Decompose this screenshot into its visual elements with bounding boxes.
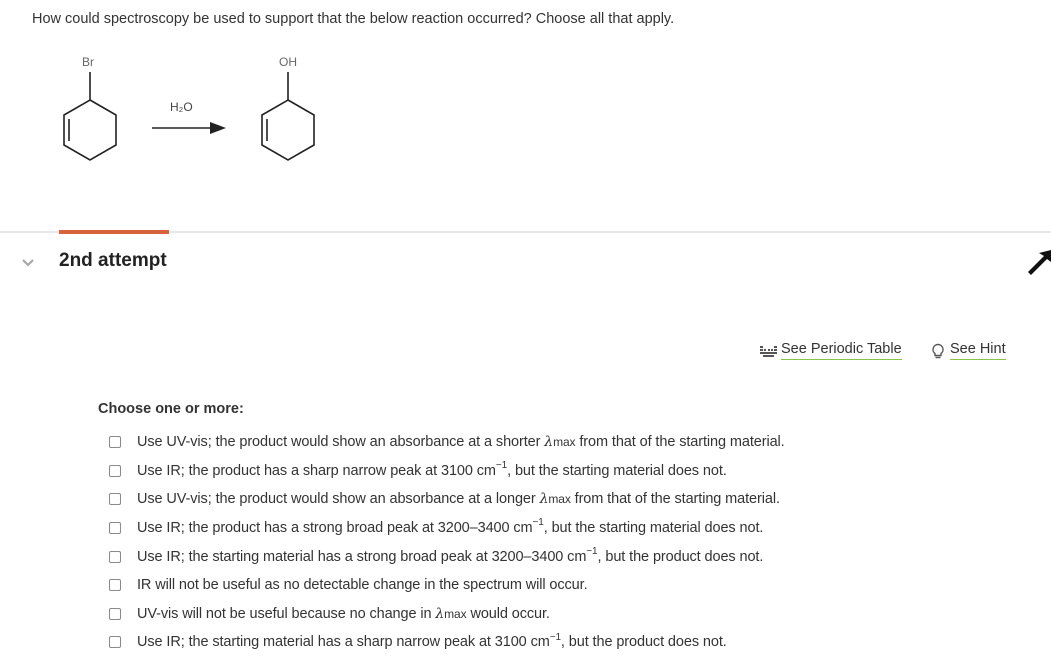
- option-checkbox[interactable]: [109, 436, 121, 448]
- option-text: [137, 577, 588, 593]
- answer-option-1[interactable]: [109, 428, 785, 457]
- lightbulb-icon: [930, 343, 946, 359]
- lambda-symbol: λ: [539, 491, 549, 508]
- option-text-part: from that of the starting material.: [575, 434, 785, 451]
- product-substituent: OH: [279, 55, 297, 69]
- answer-option-7[interactable]: [109, 600, 785, 629]
- attempt-label[interactable]: 2nd attempt: [59, 250, 167, 271]
- reaction-arrow: [152, 122, 226, 134]
- option-checkbox[interactable]: [109, 465, 121, 477]
- unit-exponent: −1: [495, 460, 508, 472]
- option-text: [137, 545, 764, 565]
- unit-exponent: −1: [532, 517, 544, 529]
- unit-exponent: −1: [549, 631, 561, 643]
- see-hint-link[interactable]: [930, 341, 1006, 360]
- option-text-part: Use IR; the product has a sharp narrow peak at 3100 cm: [137, 462, 496, 479]
- answer-option-6[interactable]: [109, 571, 785, 600]
- option-text-part: Use UV-vis; the product would show an absorbance at a longer: [137, 491, 540, 508]
- option-checkbox[interactable]: [109, 522, 121, 534]
- option-text-part: , but the starting material does not.: [543, 520, 764, 537]
- periodic-table-label: See Periodic Table: [781, 341, 902, 360]
- option-checkbox[interactable]: [109, 551, 121, 563]
- lambda-symbol: λ: [435, 605, 445, 622]
- option-text-part: Use IR; the starting material has a sharp narrow peak at 3100 cm: [137, 634, 550, 651]
- answer-option-3[interactable]: [109, 485, 785, 514]
- reaction-scheme: [40, 48, 360, 178]
- periodic-table-icon: [760, 344, 777, 358]
- answer-option-2[interactable]: [109, 457, 785, 486]
- option-text-part: Use IR; the starting material has a strong broad peak at 3200–3400 cm: [137, 548, 587, 565]
- option-text: [137, 517, 764, 537]
- option-checkbox[interactable]: [109, 493, 121, 505]
- option-text-part: , but the product does not.: [560, 634, 727, 651]
- reactant-structure: [64, 72, 116, 160]
- option-text-part: would occur.: [466, 605, 550, 622]
- reagent-label: H₂O: [170, 100, 193, 114]
- options-list: [109, 428, 785, 657]
- option-checkbox[interactable]: [109, 579, 121, 591]
- hint-label: See Hint: [950, 341, 1006, 360]
- option-text-part: Use UV-vis; the product would show an absorbance at a shorter: [137, 434, 545, 451]
- answer-option-8[interactable]: [109, 628, 785, 657]
- lambda-subscript: max: [444, 606, 467, 621]
- reactant-substituent: Br: [82, 55, 94, 69]
- option-text: [137, 606, 550, 622]
- option-text-part: IR will not be useful as no detectable change in the spectrum will occur.: [137, 577, 588, 594]
- option-text: [137, 631, 727, 651]
- option-text: [137, 460, 727, 479]
- product-structure: [262, 72, 314, 160]
- choose-prompt: Choose one or more:: [98, 401, 244, 417]
- option-text-part: UV-vis will not be useful because no change in: [137, 605, 436, 622]
- lambda-subscript: max: [553, 435, 576, 450]
- lambda-symbol: λ: [544, 434, 554, 451]
- answer-option-5[interactable]: [109, 542, 785, 571]
- attempt-tab-indicator: [59, 230, 169, 234]
- see-periodic-table-link[interactable]: [760, 341, 902, 360]
- option-text-part: , but the product does not.: [597, 548, 764, 565]
- option-checkbox[interactable]: [109, 608, 121, 620]
- lambda-subscript: max: [548, 492, 571, 507]
- unit-exponent: −1: [586, 545, 598, 557]
- option-checkbox[interactable]: [109, 636, 121, 648]
- question-text: How could spectroscopy be used to support that the below reaction occurred? Choose all that apply.: [32, 11, 675, 27]
- chevron-down-icon[interactable]: [20, 257, 36, 269]
- option-text-part: , but the starting material does not.: [507, 462, 727, 479]
- arrow-cursor-icon: [1026, 250, 1051, 276]
- answer-option-4[interactable]: [109, 514, 785, 543]
- option-text: [137, 491, 780, 507]
- option-text-part: Use IR; the product has a strong broad peak at 3200–3400 cm: [137, 520, 533, 537]
- option-text: [137, 434, 785, 450]
- option-text-part: from that of the starting material.: [570, 491, 780, 508]
